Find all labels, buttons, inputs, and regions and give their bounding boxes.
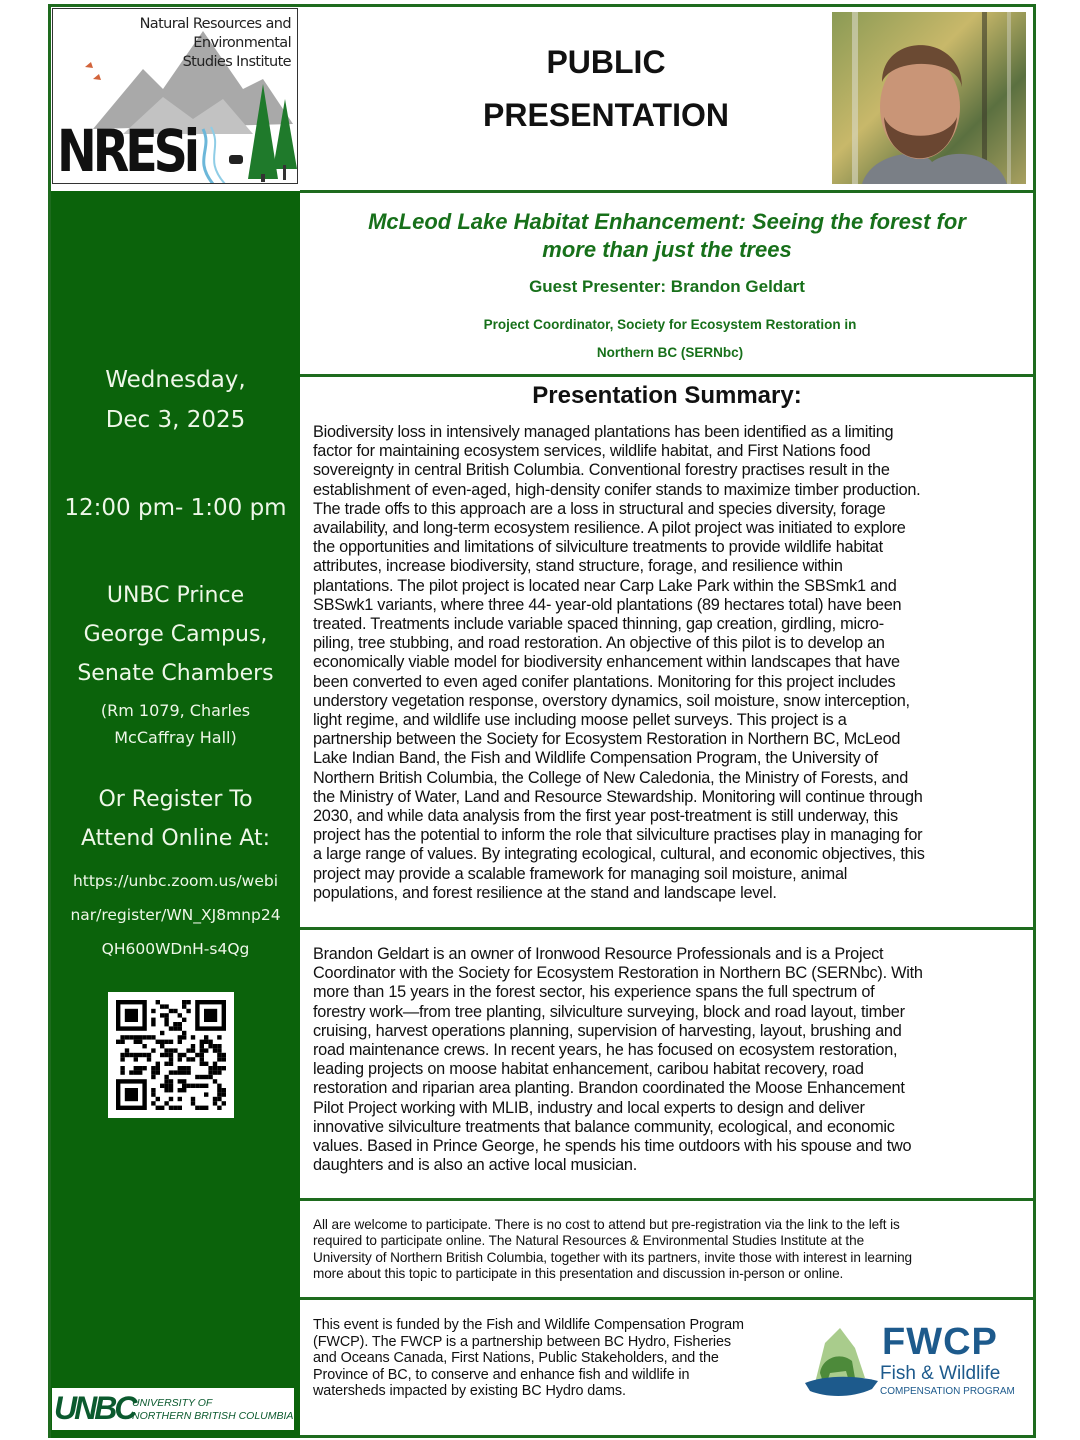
unbc-name-line1: UNIVERSITY OF <box>132 1397 213 1409</box>
institute-name-line1: Natural Resources and Environmental <box>139 16 291 51</box>
fwcp-acronym: FWCP <box>882 1321 998 1363</box>
location-line2: George Campus, <box>83 622 268 647</box>
summary-line: light regime, and wildlife use including moose pellet surveys. This project is a <box>313 711 847 730</box>
bio-line: cruising, harvest operations planning, supervision of harvesting, layout, brushing and <box>313 1021 902 1040</box>
fwcp-logo <box>800 1315 1020 1405</box>
event-time: 12:00 pm- 1:00 pm <box>64 495 287 521</box>
bio-line: daughters and is also an active local musician. <box>313 1156 638 1175</box>
summary-line: Lake Indian Band, the Fish and Wildlife Compensation Program, the University of <box>313 749 878 768</box>
talk-title-line1: McLeod Lake Habitat Enhancement: Seeing the forest for <box>368 209 966 234</box>
bio-line: values. Based in Prince George, he spends his time outdoors with his spouse and two <box>313 1137 912 1156</box>
register-line2: Attend Online At: <box>80 826 270 851</box>
funding-line: watersheds impacted by existing BC Hydro dams. <box>313 1383 626 1400</box>
summary-line: economically viable model for biodiversity enhancement within landscapes that have <box>313 653 900 672</box>
unbc-name-line2: NORTHERN BRITISH COLUMBIA <box>132 1410 294 1422</box>
room-line1: (Rm 1079, Charles <box>100 701 251 720</box>
date-line1: Wednesday, <box>105 367 246 393</box>
portrait-icon <box>832 12 1026 184</box>
title-line1: PUBLIC <box>546 44 666 80</box>
institute-name-line2: Studies Institute <box>182 54 291 70</box>
summary-heading: Presentation Summary: <box>532 382 802 409</box>
event-location <box>51 576 300 693</box>
summary-line: the Ministry of Water, Land and Resource Stewardship. Monitoring will continue through <box>313 787 923 806</box>
summary-line: a large range of values. By integrating ecological, cultural, and economic objectives, this <box>313 845 925 864</box>
presenter-photo <box>832 12 1026 184</box>
nresi-logo <box>52 8 298 184</box>
guest-presenter: Guest Presenter: Brandon Geldart <box>529 277 805 296</box>
bio-line: Pilot Project working with MLIB, industry and local experts to design and deliver <box>313 1098 865 1117</box>
qr-code-icon <box>108 992 234 1118</box>
welcome-line: required to participate online. The Natural Resources & Environmental Studies Institute at the <box>313 1233 865 1249</box>
unbc-acronym: UNBC <box>54 1390 135 1426</box>
summary-line: piling, tree stubbing, and road restoration. An objective of this pilot is to develop an <box>313 634 885 653</box>
room-line2: McCaffray Hall) <box>114 728 237 747</box>
funding-line: Province of BC, to conserve and enhance fish and wildlife in <box>313 1366 690 1383</box>
summary-line: Northern British Columbia, the College of New Caledonia, the Ministry of Forests, and <box>313 768 909 787</box>
welcome-line: more about this topic to participate in this presentation and discussion in-person or online. <box>313 1266 844 1282</box>
summary-paragraph <box>313 423 1025 903</box>
talk-title <box>300 208 1034 264</box>
bear-fish-icon <box>800 1323 880 1403</box>
summary-line: populations, and forest resilience at the stand and landscape level. <box>313 883 777 902</box>
bio-line: leading projects on moose habitat enhancement, caribou habitat recovery, road <box>313 1060 864 1079</box>
summary-line: Biodiversity loss in intensively managed plantations has been identified as a limiting <box>313 423 894 441</box>
logo-acronym: NRESi <box>57 117 196 184</box>
register-heading <box>51 780 300 858</box>
summary-line: establishment of even-aged, high-density conifer stands to maximize timber production. <box>313 480 921 499</box>
funding-paragraph <box>313 1317 793 1400</box>
divider <box>300 1297 1036 1300</box>
summary-line: treated. Treatments include variable spaced thinning, gap creation, girdling, micro- <box>313 615 884 634</box>
summary-line: 2030, and while data analysis from the first year post-treatment is still underway, this <box>313 807 898 826</box>
url-line1[interactable]: https://unbc.zoom.us/webi <box>72 872 279 890</box>
registration-link[interactable] <box>51 864 300 966</box>
institute-name <box>53 15 297 72</box>
divider <box>300 374 1036 377</box>
title-line2: PRESENTATION <box>483 97 729 133</box>
summary-line: project has the potential to inform the role that silviculture practises play in managing for <box>313 826 923 845</box>
bio-line: forestry work—from tree planting, silviculture surveying, block and road layout, timber <box>313 1002 905 1021</box>
summary-line: partnership between the Society for Ecosystem Restoration in Northern BC, McLeod <box>313 730 901 749</box>
summary-line: availability, and long-term ecosystem resilience. A pilot project was initiated to explore <box>313 519 906 538</box>
bio-line: innovative silviculture treatments that balance community, ecological, and economic <box>313 1117 895 1136</box>
summary-line: been converted to even aged conifer plantations. Monitoring for this project includes <box>313 672 896 691</box>
summary-line: factor for maintaining ecosystem services, wildlife habitat, and First Nations food <box>313 442 871 461</box>
summary-line: the opportunities and limitations of silviculture treatments to provide wildlife habitat <box>313 538 883 557</box>
funding-line: (FWCP). The FWCP is a partnership between BC Hydro, Fisheries <box>313 1333 732 1350</box>
url-line2[interactable]: nar/register/WN_XJ8mnp24 <box>70 906 281 924</box>
bio-line: restoration and riparian area planting. Brandon coordinated the Moose Enhancement <box>313 1079 905 1098</box>
fwcp-name: Fish & Wildlife <box>880 1363 1001 1384</box>
divider <box>300 927 1036 930</box>
summary-line: The trade offs to this approach are a loss in structural and species diversity, forage <box>313 499 886 518</box>
talk-title-line2: more than just the trees <box>542 237 792 262</box>
welcome-line: All are welcome to participate. There is no cost to attend but pre-registration via the link to the left is <box>313 1217 900 1232</box>
summary-line: sovereignty in central British Columbia. Conventional forestry practises result in the <box>313 461 890 480</box>
fwcp-subtitle: COMPENSATION PROGRAM <box>880 1386 1015 1397</box>
summary-line: attributes, increase biodiversity, stand structure, forage, and resilience within <box>313 557 843 576</box>
event-room <box>51 697 300 751</box>
bio-line: road maintenance crews. In recent years, he has focused on ecosystem restoration, <box>313 1041 898 1060</box>
presenter-role <box>450 311 890 367</box>
summary-line: plantations. The pilot project is located near Carp Lake Park within the SBSmk1 and <box>313 576 897 595</box>
location-line1: UNBC Prince <box>106 583 245 608</box>
bio-paragraph <box>313 945 1025 1175</box>
welcome-paragraph <box>313 1217 1025 1283</box>
qr-code[interactable] <box>108 992 234 1118</box>
summary-line: SBSwk1 variants, where three 44- year-old plantations (89 hectares total) have been <box>313 595 902 614</box>
funding-line: This event is funded by the Fish and Wildlife Compensation Program <box>313 1317 744 1333</box>
page-title <box>300 36 912 142</box>
url-line3[interactable]: QH600WDnH-s4Qg <box>101 940 250 958</box>
event-date <box>51 360 300 440</box>
bio-line: Coordinator with the Society for Ecosystem Restoration in Northern BC (SERNbc). With <box>313 964 923 983</box>
register-line1: Or Register To <box>98 787 253 812</box>
funding-line: and Oceans Canada, First Nations, Public Stakeholders, and the <box>313 1350 719 1367</box>
location-line3: Senate Chambers <box>77 661 274 686</box>
summary-line: understory vegetation response, overstory dynamics, soil moisture, snow interception, <box>313 691 910 710</box>
bio-line: more than 15 years in the forest sector, his experience spans the full spectrum of <box>313 983 875 1002</box>
unbc-logo <box>52 1388 294 1430</box>
divider <box>300 190 1036 193</box>
welcome-line: University of Northern British Columbia, together with its partners, invite those with interest in learning <box>313 1249 913 1265</box>
bio-line: Brandon Geldart is an owner of Ironwood Resource Professionals and is a Project <box>313 945 884 963</box>
divider <box>300 1198 1036 1201</box>
role-line1: Project Coordinator, Society for Ecosystem Restoration in <box>483 317 857 332</box>
date-line2: Dec 3, 2025 <box>105 407 246 433</box>
role-line2: Northern BC (SERNbc) <box>596 345 744 360</box>
summary-line: project may provide a scalable framework for managing soil moisture, animal <box>313 864 848 883</box>
